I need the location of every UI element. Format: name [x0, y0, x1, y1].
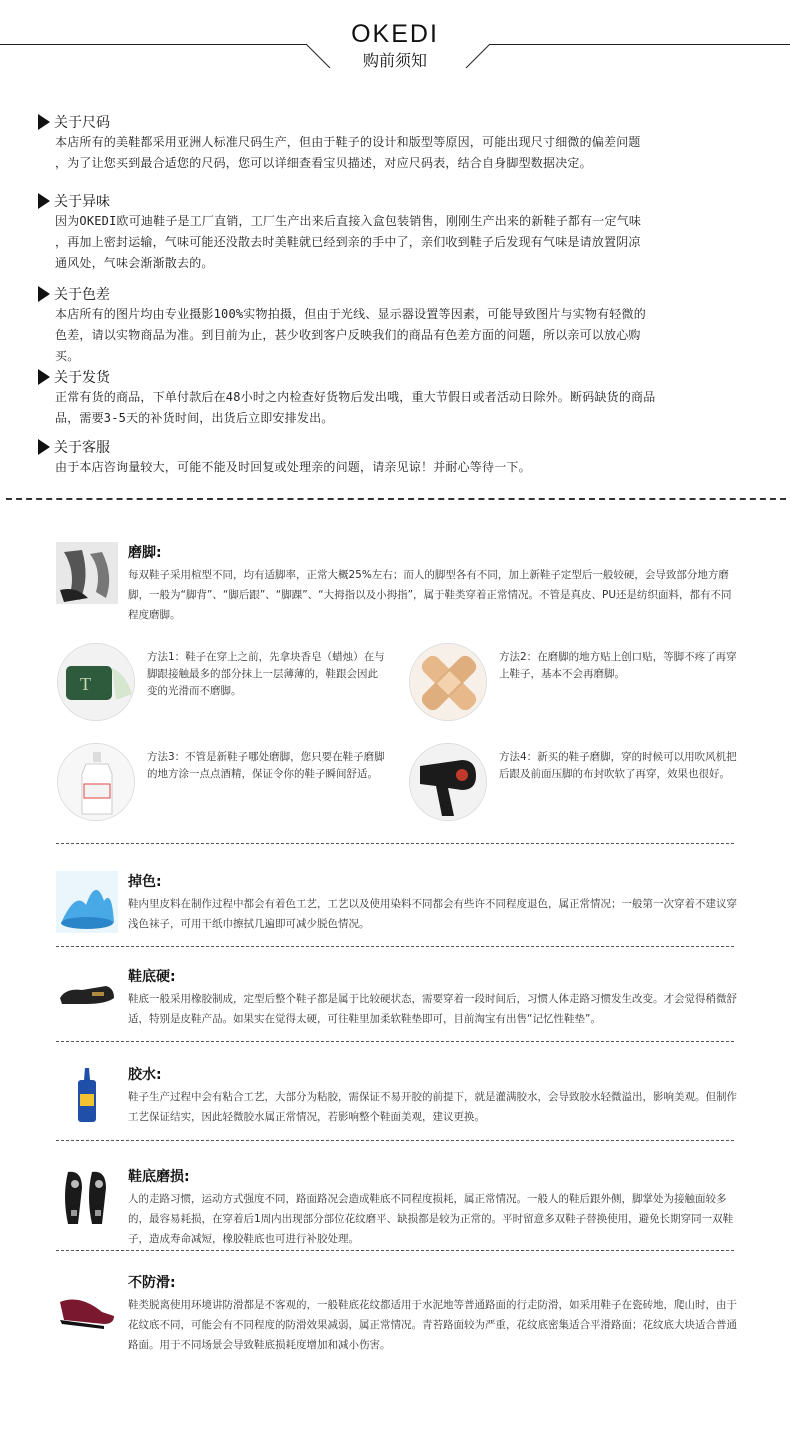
- soap-label: T: [80, 674, 91, 694]
- hair-dryer-icon: [409, 743, 487, 821]
- notice-title: 关于色差: [54, 287, 110, 303]
- foot-photo-icon: [56, 542, 118, 604]
- notice-line: 本店所有的图片均由专业摄影100%实物拍摄，但由于光线、显示器设置等因素，可能导致图片与实物有轻微的: [55, 307, 646, 321]
- notice-line: 正常有货的商品，下单付款后在48小时之内检查好货物后发出哦，重大节假日或者活动日除外。断码缺货的商品: [55, 390, 656, 404]
- triangle-bullet-icon: [38, 369, 50, 385]
- glue-bottle-icon: [56, 1064, 118, 1126]
- tip-title: 鞋底硬:: [128, 969, 176, 985]
- tip-title: 磨脚:: [128, 545, 162, 561]
- dotted-divider: [56, 1041, 734, 1042]
- notice-title: 关于发货: [54, 370, 110, 386]
- method-text: 方法1：鞋子在穿上之前，先拿块香皂（蜡烛）在与脚跟接触最多的部分抹上一层薄薄的，鞋跟会因此变的光滑而不磨脚。: [147, 651, 385, 697]
- shoe-sole-icon: [56, 966, 118, 1028]
- tip-title: 鞋底磨损:: [128, 1169, 190, 1185]
- tip-sole-wear: [56, 1166, 746, 1245]
- method-text: 方法3：不管是新鞋子哪处磨脚，您只要在鞋子磨脚的地方涂一点点酒精，保证令你的鞋子瞬间舒适。: [147, 751, 385, 780]
- tip-hard-sole: [56, 966, 746, 1032]
- notice-line: 通风处，气味会渐渐散去的。: [55, 256, 214, 270]
- triangle-bullet-icon: [38, 286, 50, 302]
- alcohol-bottle-icon: [57, 743, 135, 821]
- notice-service: [38, 437, 758, 478]
- water-splash-icon: [56, 871, 118, 933]
- tip-title: 胶水:: [128, 1067, 162, 1083]
- heel-shoe-icon: [56, 1272, 118, 1334]
- notice-title: 关于尺码: [54, 115, 110, 131]
- notice-line: 品，需要3-5天的补货时间，出货后立即安排发出。: [55, 411, 334, 425]
- method-text: 方法2：在磨脚的地方贴上创口贴，等脚不疼了再穿上鞋子，基本不会再磨脚。: [499, 651, 737, 680]
- tip-color-fading: [56, 871, 746, 937]
- dotted-divider: [56, 1140, 734, 1141]
- method-text: 方法4：新买的鞋子磨脚，穿的时候可以用吹风机把后跟及前面压脚的布封吹软了再穿，效果也很好。: [499, 751, 737, 780]
- bandage-icon: [409, 643, 487, 721]
- notice-color: [38, 284, 758, 367]
- notice-line: 由于本店咨询量较大，可能不能及时回复或处理亲的问题，请亲见谅！并耐心等待一下。: [55, 460, 531, 474]
- notice-title: 关于异味: [54, 194, 110, 210]
- notice-shipping: [38, 367, 758, 429]
- notice-line: 色差，请以实物商品为准。到目前为止，甚少收到客户反映我们的商品有色差方面的问题，所以亲可以放心购: [55, 328, 641, 342]
- tip-text: 每双鞋子采用楦型不同，均有适脚率，正常大概25%左右；而人的脚型各有不同，加上新鞋子定型后一般较硬，会导致部分地方磨脚，一般为“脚背”、“脚后跟”、“脚踝”、“大拇指以及小拇指”，属于鞋类穿着正常情况。不管是真皮、PU还是纺织面料，都有不同程度磨脚。: [128, 569, 732, 621]
- dotted-divider: [56, 946, 734, 947]
- notice-title: 关于客服: [54, 440, 110, 456]
- tip-glue: [56, 1064, 746, 1130]
- tip-text: 鞋内里皮料在制作过程中都会有着色工艺，工艺以及使用染料不同都会有些许不同程度退色，属正常情况；一般第一次穿着不建议穿浅色袜子，可用干纸巾擦拭几遍即可减少脱色情况。: [128, 898, 737, 930]
- worn-sole-icon: [56, 1166, 118, 1228]
- page-header: [0, 0, 790, 80]
- tip-text: 鞋子生产过程中会有粘合工艺，大部分为粘胶，需保证不易开胶的前提下，就是灌满胶水，会导致胶水轻微溢出，影响美观。但制作工艺保证结实，因此轻微胶水属正常情况，若影响整个鞋面美观，建议更换。: [128, 1091, 737, 1123]
- notice-line: 本店所有的美鞋都采用亚洲人标准尺码生产，但由于鞋子的设计和版型等原因，可能出现尺寸细微的偏差问题: [55, 135, 641, 149]
- page-subtitle: 购前须知: [362, 51, 427, 70]
- tip-text: 人的走路习惯，运动方式强度不同，路面路况会造成鞋底不同程度损耗，属正常情况。一般人的鞋后跟外侧，脚掌处为接触面较多的，最容易耗损，在穿着后1周内出现部分部位花纹磨平、缺损都是较为正常的。平时留意多双鞋子替换使用，避免长期穿同一双鞋子，造成寿命减短，橡胶鞋底也可进行补胶处理。: [128, 1193, 734, 1245]
- section-divider: [6, 498, 786, 500]
- tip-title: 掉色:: [128, 874, 162, 890]
- tip-text: 鞋类脱离使用环境讲防滑都是不客观的，一般鞋底花纹都适用于水泥地等普通路面的行走防滑，如采用鞋子在瓷砖地，爬山时，由于花纹底不同，可能会有不同程度的防滑效果减弱，属正常情况。青苔路面较为严重，花纹底密集适合平滑路面；花纹底大块适合普通路面。用于不同场景会导致鞋底损耗度增加和减小伤害。: [128, 1299, 737, 1351]
- notice-line: 买。: [55, 349, 80, 363]
- tip-non-slip: [56, 1272, 746, 1351]
- triangle-bullet-icon: [38, 439, 50, 455]
- notice-odor: [38, 191, 758, 274]
- triangle-bullet-icon: [38, 114, 50, 130]
- notice-line: ，再加上密封运输，气味可能还没散去时美鞋就已经到亲的手中了，亲们收到鞋子后发现有气味是请放置阴凉: [55, 235, 641, 249]
- tip-chafing: [56, 542, 746, 621]
- brand-title: OKEDI: [351, 20, 439, 48]
- soap-icon: [57, 643, 135, 721]
- dotted-divider: [56, 1250, 734, 1251]
- notice-size: [38, 112, 758, 174]
- tip-text: 鞋底一般采用橡胶制成，定型后整个鞋子都是属于比较硬状态，需要穿着一段时间后，习惯人体走路习惯发生改变。才会觉得稍微舒适，特别是皮鞋产品。如果实在觉得太硬，可往鞋里加柔软鞋垫即可，目前淘宝有出售“记忆性鞋垫”。: [128, 993, 737, 1025]
- tip-title: 不防滑:: [128, 1275, 176, 1291]
- notice-line: 因为OKEDI欧可迪鞋子是工厂直销，工厂生产出来后直接入盒包装销售，刚刚生产出来的新鞋子都有一定气味: [55, 214, 642, 228]
- dotted-divider: [56, 843, 734, 844]
- notice-line: ，为了让您买到最合适您的尺码，您可以详细查看宝贝描述，对应尺码表，结合自身脚型数据决定。: [55, 156, 592, 170]
- triangle-bullet-icon: [38, 193, 50, 209]
